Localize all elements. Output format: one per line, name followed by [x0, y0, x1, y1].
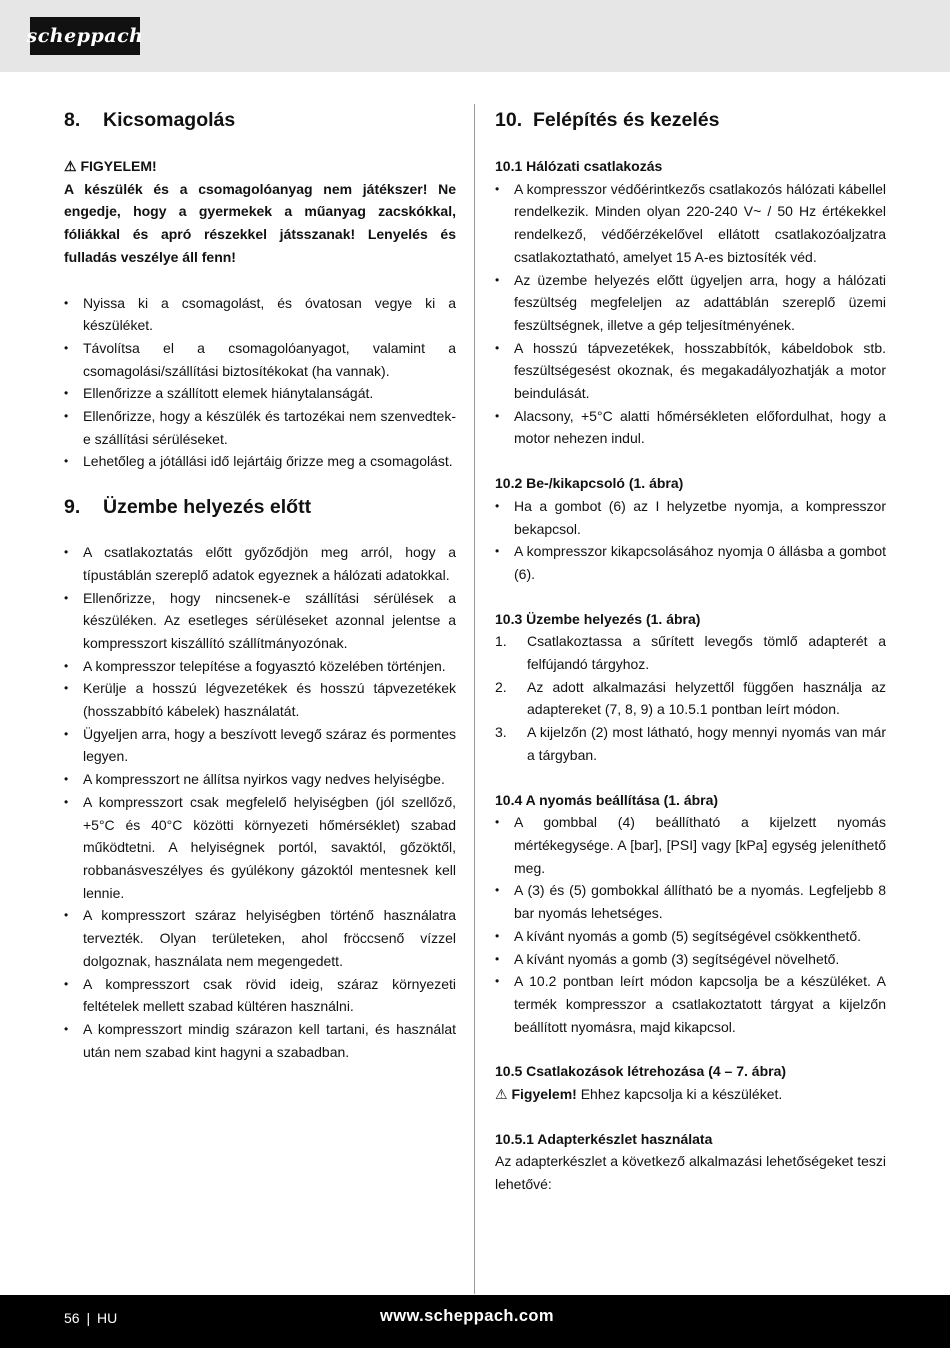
- list-item: • A 10.2 pontban leírt módon kapcsolja be a készüléket. A termék kompresszor a csatlakoztatott tárgyat a kijelzőn beállított nyomásra, majd kikapcsol.: [495, 970, 886, 1038]
- separator: |: [86, 1310, 91, 1326]
- list-item: • A kívánt nyomás a gomb (3) segítségével növelhető.: [495, 948, 886, 971]
- list-item: • Lehetőleg a jótállási idő lejártáig őrizze meg a csomagolást.: [64, 450, 456, 473]
- numbered-item: 3. A kijelzőn (2) most látható, hogy mennyi nyomás van már a tárgyban.: [495, 724, 886, 763]
- list-item: • Nyissa ki a csomagolást, és óvatosan vegye ki a készüléket.: [64, 292, 456, 337]
- unpacking-list: [64, 292, 456, 474]
- on-off-switch-list: [495, 495, 886, 586]
- before-startup-list: [64, 541, 456, 1063]
- section-9-heading: [64, 493, 456, 521]
- left-column: [64, 106, 456, 1063]
- list-item: • A kompresszort ne állítsa nyirkos vagy nedves helyiségbe.: [64, 768, 456, 791]
- warning-block: [64, 155, 456, 269]
- list-item: • A hosszú tápvezetékek, hosszabbítók, kábeldobok stb. feszültségesést okoznak, és megakadályozhatják a motor beindulását.: [495, 337, 886, 405]
- section-8-heading: [64, 106, 456, 134]
- startup-steps-list: [495, 630, 886, 766]
- warning-label: FIGYELEM!: [80, 158, 157, 174]
- numbered-item: 2. Az adott alkalmazási helyzettől függően használja az adaptereket (7, 8, 9) a 10.5.1 pontban leírt módon.: [495, 678, 886, 718]
- warning-label: Figyelem!: [511, 1086, 577, 1103]
- list-item: • Ha a gombot (6) az I helyzetbe nyomja, a kompresszor bekapcsol.: [495, 495, 886, 540]
- subsection-10-2-title: 10.2 Be-/kikapcsoló (1. ábra): [495, 475, 684, 492]
- column-divider: [474, 104, 475, 1294]
- list-item: • Ellenőrizze, hogy nincsenek-e szállítási sérülések a készüléken. Az esetleges sérüléseket azonnal jelentse a kompresszort kiszállító szállítmányozónak.: [64, 587, 456, 655]
- list-item: • Ellenőrizze, hogy a készülék és tartozékai nem szenvedtek-e szállítási sérüléseket.: [64, 405, 456, 450]
- list-item: • Az üzembe helyezés előtt ügyeljen arra, hogy a hálózati feszültség megfeleljen az adattáblán szereplő üzemi feszültségnek, illetve a gép teljesítményének.: [495, 269, 886, 337]
- list-item: • A kompresszor védőérintkezős csatlakozós hálózati kábellel rendelkezik. Minden olyan 220-240 V~ / 50 Hz értékekkel rendelkező, védőérzékelővel ellátott csatlakozóaljzatra csatlakoztatható, amelyet 15 A-es biztosíték véd.: [495, 178, 886, 269]
- subsection-10-5-title: 10.5 Csatlakozások létrehozása (4 – 7. ábra): [495, 1063, 787, 1080]
- section-title: Kicsomagolás: [103, 109, 236, 131]
- warning-triangle-icon: ⚠: [64, 158, 77, 174]
- subsection-10-4-title: 10.4 A nyomás beállítása (1. ábra): [495, 791, 719, 808]
- page-number: [64, 1310, 117, 1326]
- right-column: [495, 106, 886, 1196]
- list-item: • A gombbal (4) beállítható a kijelzett nyomás mértékegysége. A [bar], [PSI] vagy [kPa] egység jeleníthető meg.: [495, 811, 886, 879]
- mains-connection-list: [495, 178, 886, 450]
- list-item: • Kerülje a hosszú légvezetékek és hosszú tápvezetékek (hosszabbító kábelek) használatát.: [64, 677, 456, 722]
- list-item: • A kompresszort csak rövid ideig, száraz környezeti feltételek mellett szabad kültéren használni.: [64, 973, 456, 1018]
- numbered-item: 1. Csatlakoztassa a sűrített levegős tömlő adapterét a felfújandó tárgyhoz.: [495, 633, 886, 673]
- warning-triangle-icon: ⚠: [495, 1086, 508, 1103]
- subsection-10-5-1-title: 10.5.1 Adapterkészlet használata: [495, 1130, 713, 1147]
- page-header: [0, 0, 950, 72]
- list-item: • A kompresszort csak megfelelő helyiségben (jól szellőző, +5°C és 40°C közötti környezeti hőmérséklet) szabad működtetni. A helyiségnek portól, savaktól, gőzöktől, robbanásveszélyes és gyúlékony gázoktól mentesnek kell lennie.: [64, 791, 456, 905]
- section-10-heading: [495, 106, 886, 134]
- section-number: 8.: [64, 109, 81, 131]
- page-footer: [0, 1295, 950, 1348]
- website-link[interactable]: www.scheppach.com: [380, 1307, 554, 1325]
- list-item: • Alacsony, +5°C alatti hőmérsékleten előfordulhat, hogy a motor nehezen indul.: [495, 405, 886, 450]
- language-code: HU: [97, 1310, 118, 1326]
- connections-warning: [495, 1083, 886, 1106]
- subsection-10-3-title: 10.3 Üzembe helyezés (1. ábra): [495, 610, 701, 627]
- list-item: • A kívánt nyomás a gomb (5) segítségével csökkenthető.: [495, 925, 886, 948]
- warning-text: Ehhez kapcsolja ki a készüléket.: [580, 1086, 783, 1103]
- list-item: • A csatlakoztatás előtt győződjön meg arról, hogy a típustáblán szereplő adatok egyeznek a hálózati adatokkal.: [64, 541, 456, 586]
- list-item: • A kompresszort száraz helyiségben történő használatra tervezték. Olyan területeken, ahol fröccsenő vízzel dolgoznak, használata nem megengedett.: [64, 904, 456, 972]
- section-title: Felépítés és kezelés: [533, 109, 720, 131]
- subsection-10-1-title: 10.1 Hálózati csatlakozás: [495, 158, 663, 174]
- pressure-setting-list: [495, 811, 886, 1038]
- list-item: • A (3) és (5) gombokkal állítható be a nyomás. Legfeljebb 8 bar nyomás lehetséges.: [495, 879, 886, 924]
- list-item: • Ellenőrizze a szállított elemek hiánytalanságát.: [64, 382, 456, 405]
- list-item: • Távolítsa el a csomagolóanyagot, valamint a csomagolási/szállítási biztosítékokat (ha vannak).: [64, 337, 456, 382]
- list-item: • A kompresszor telepítése a fogyasztó közelében történjen.: [64, 655, 456, 678]
- scheppach-logo: scheppach: [30, 17, 140, 55]
- section-number: 10.: [495, 109, 523, 131]
- list-item: • Ügyeljen arra, hogy a beszívott levegő száraz és pormentes legyen.: [64, 723, 456, 768]
- list-item: • A kompresszort mindig szárazon kell tartani, és használat után nem szabad kint hagyni a szabadban.: [64, 1018, 456, 1063]
- section-number: 9.: [64, 496, 81, 519]
- section-title: Üzembe helyezés előtt: [103, 496, 312, 519]
- page-number-value: 56: [64, 1310, 80, 1326]
- warning-text: A készülék és a csomagolóanyag nem játékszer! Ne engedje, hogy a gyermekek a műanyag zacskókkal, fóliákkal és apró részekkel játsszanak! Lenyelés és fulladás veszélye áll fenn!: [64, 180, 456, 265]
- list-item: • A kompresszor kikapcsolásához nyomja 0 állásba a gombot (6).: [495, 540, 886, 585]
- adapter-set-text: Az adapterkészlet a következő alkalmazási lehetőségeket teszi lehetővé:: [495, 1153, 886, 1193]
